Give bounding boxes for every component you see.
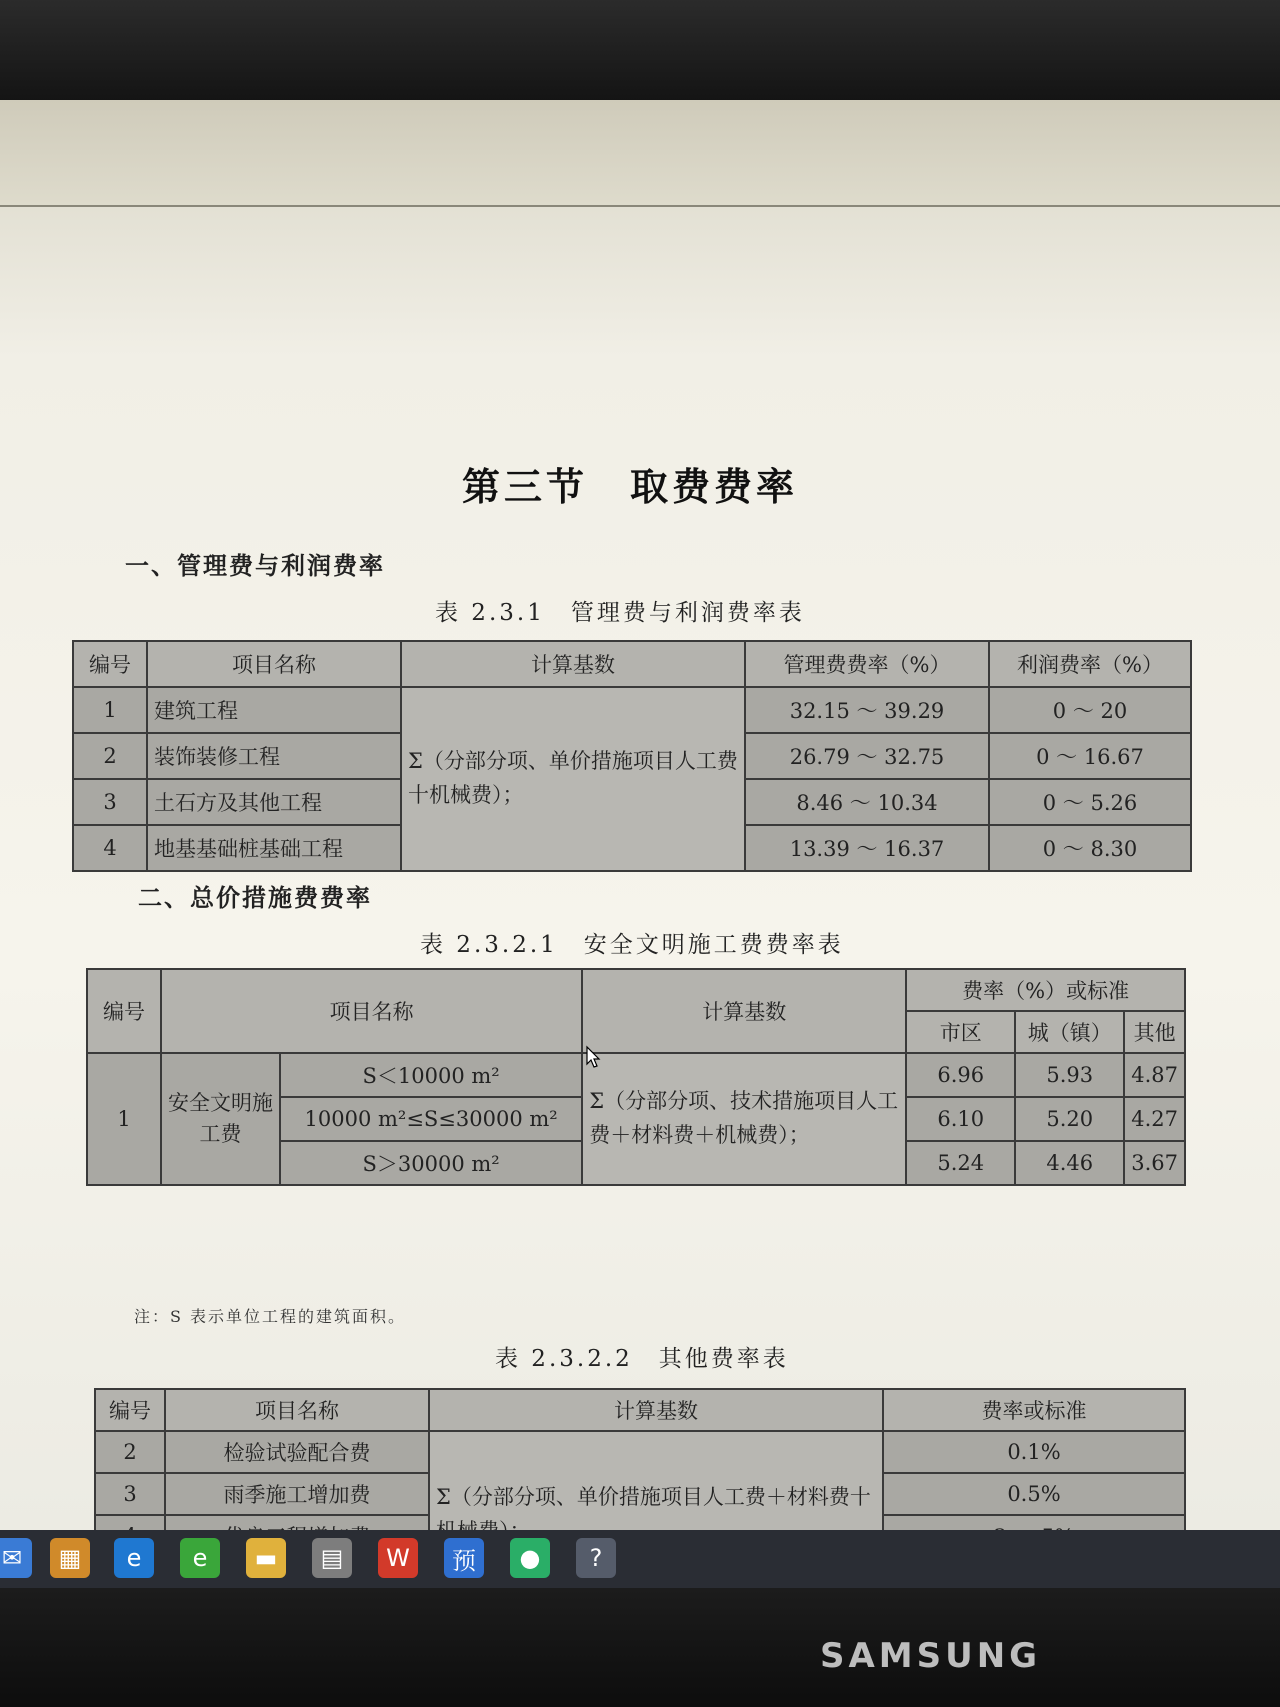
monitor-bezel-bottom [0,1588,1280,1707]
cell-base: Σ（分部分项、单价措施项目人工费十机械费）； [401,687,745,871]
cell-name: 建筑工程 [147,687,401,733]
cell-no: 2 [73,733,147,779]
management-profit-table [72,640,1192,872]
glyph: ✉ [1,1544,23,1572]
monitor-brand: SAMSUNG [820,1636,1042,1676]
edge-icon[interactable] [114,1538,154,1578]
th-no: 编号 [87,969,161,1053]
table-row [87,1053,1185,1097]
table2-note: 注：S 表示单位工程的建筑面积。 [134,1307,407,1326]
cell-condition: S＜10000 m² [280,1053,582,1097]
cell-condition: 10000 m²≤S≤30000 m² [280,1097,582,1141]
store-icon[interactable] [50,1538,90,1578]
glyph: W [386,1544,410,1572]
cell-town: 5.93 [1015,1053,1124,1097]
browser-icon[interactable] [180,1538,220,1578]
cell-rate: 0.5% [883,1473,1185,1515]
th-mgmt: 管理费费率（%） [745,641,989,687]
cell-mgmt: 32.15 ～ 39.29 [745,687,989,733]
th-name: 项目名称 [161,969,582,1053]
cell-mgmt: 13.39 ～ 16.37 [745,825,989,871]
mail-icon[interactable] [0,1538,32,1578]
taskbar [0,1530,1280,1588]
cell-no: 2 [95,1431,165,1473]
cell-urban: 6.10 [906,1097,1015,1141]
cell-name: 装饰装修工程 [147,733,401,779]
th-base: 计算基数 [582,969,906,1053]
page-title: 第三节 取费费率 [461,464,798,509]
safety-fee-table [86,968,1186,1186]
cell-name: 检验试验配合费 [165,1431,429,1473]
wps-icon[interactable] [378,1538,418,1578]
cell-no: 1 [73,687,147,733]
cell-other: 3.67 [1124,1141,1185,1185]
glyph: ▬ [254,1544,278,1572]
cell-base: Σ（分部分项、技术措施项目人工费＋材料费＋机械费）； [582,1053,906,1185]
section-heading-1: 一、管理费与利润费率 [125,551,385,580]
table1-caption: 表 2.3.1 管理费与利润费率表 [435,600,805,626]
cell-no: 4 [73,825,147,871]
preview-icon[interactable] [444,1538,484,1578]
viewer-toolbar [0,100,1280,207]
cell-name: 土石方及其他工程 [147,779,401,825]
cell-name: 地基基础桩基础工程 [147,825,401,871]
cell-base: Σ（分部分项、单价措施项目人工费＋材料费十 [429,1431,883,1599]
cell-other: 4.27 [1124,1097,1185,1141]
mouse-cursor-icon [586,1046,600,1068]
calculator-icon[interactable] [312,1538,352,1578]
cell-mgmt: 8.46 ～ 10.34 [745,779,989,825]
folder-icon[interactable] [246,1538,286,1578]
th-no: 编号 [73,641,147,687]
cell-town: 5.20 [1015,1097,1124,1141]
cell-profit: 0 ～ 16.67 [989,733,1191,779]
th-name: 项目名称 [165,1389,429,1431]
cell-rate: 0.1% [883,1431,1185,1473]
cell-profit: 0 ～ 8.30 [989,825,1191,871]
table-row [73,687,1191,733]
cell-no: 3 [95,1473,165,1515]
cell-no: 1 [87,1053,161,1185]
table2-caption: 表 2.3.2.1 安全文明施工费费率表 [420,932,844,958]
th-base: 计算基数 [429,1389,883,1431]
monitor-bezel-top [0,0,1280,110]
table-row [95,1431,1185,1473]
glyph: ▦ [58,1544,82,1572]
th-name: 项目名称 [147,641,401,687]
cell-town: 4.46 [1015,1141,1124,1185]
cell-name: 雨季施工增加费 [165,1473,429,1515]
cell-mgmt: 26.79 ～ 32.75 [745,733,989,779]
th-rate: 费率（%）或标准 [906,969,1185,1011]
section-heading-2: 二、总价措施费费率 [138,883,372,912]
help-icon[interactable] [576,1538,616,1578]
glyph: 预 [452,1546,476,1575]
document-page [0,208,1280,1510]
glyph: ? [589,1544,603,1572]
cell-no: 3 [73,779,147,825]
cell-other: 4.87 [1124,1053,1185,1097]
th-profit: 利润费率（%） [989,641,1191,687]
screen [0,100,1280,1530]
th-town: 城（镇） [1015,1011,1124,1053]
cell-condition: S＞30000 m² [280,1141,582,1185]
glyph: ▤ [320,1544,344,1572]
cell-profit: 0 ～ 5.26 [989,779,1191,825]
th-no: 编号 [95,1389,165,1431]
glyph: e [126,1544,142,1572]
th-rate: 费率或标准 [883,1389,1185,1431]
cell-name: 安全文明施工费 [161,1053,280,1185]
th-other: 其他 [1124,1011,1185,1053]
table3-caption: 表 2.3.2.2 其他费率表 [495,1346,789,1372]
cell-profit: 0 ～ 20 [989,687,1191,733]
glyph: e [192,1544,208,1572]
th-base: 计算基数 [401,641,745,687]
cell-urban: 5.24 [906,1141,1015,1185]
wechat-icon[interactable] [510,1538,550,1578]
glyph: ● [519,1544,541,1572]
cell-urban: 6.96 [906,1053,1015,1097]
th-urban: 市区 [906,1011,1015,1053]
